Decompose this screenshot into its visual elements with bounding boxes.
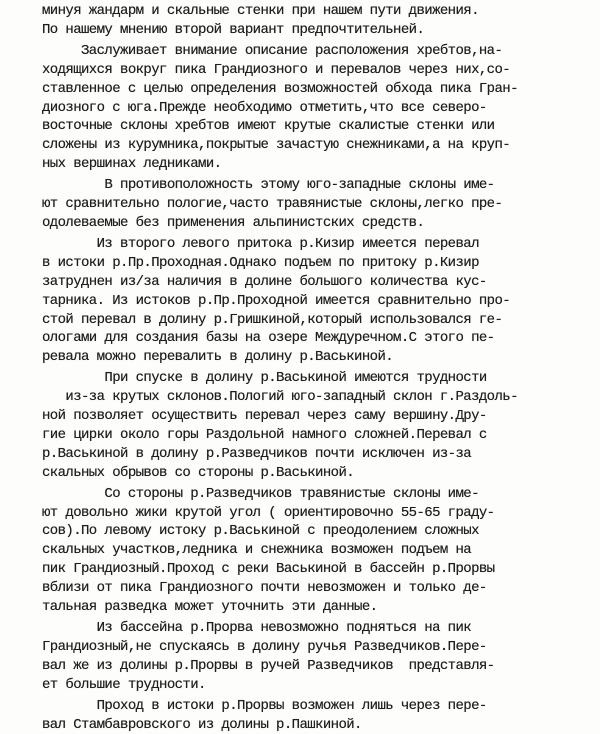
text-line: в истоки р.Пр.Проходная.Однако подъем по притоку р.Кизир bbox=[42, 254, 479, 271]
paragraph bbox=[42, 697, 576, 734]
text-line: В противоположность этому юго-западные склоны име- bbox=[42, 177, 495, 194]
text-line: Из бассейна р.Прорва невозможно подняться на пик bbox=[42, 620, 472, 636]
text-line: гие цирки около горы Раздольной намного сложней.Перевал с bbox=[42, 426, 487, 443]
text-line: вблизи от пика Грандиозного почти невозможен и только де- bbox=[42, 580, 487, 597]
text-line: тарника. Из истоков р.Пр.Проходной имеется сравнительно про- bbox=[42, 292, 511, 309]
text-line: минуя жандарм и скальные стенки при нашем пути движения. bbox=[42, 3, 479, 19]
paragraph bbox=[42, 42, 576, 174]
text-line: Проход в истоки р.Прорвы возможен лишь через пере- bbox=[42, 697, 487, 714]
text-line: р.Васькиной в долину р.Разведчиков почти исключен из-за bbox=[42, 445, 472, 462]
text-line: сложены из курумника,покрытые зачастую снежниками,а на круп- bbox=[42, 137, 511, 154]
text-line: Заслуживает внимание описание расположения хребтов,на- bbox=[42, 42, 503, 59]
text-line: ревала можно перевалить в долину р.Васькиной. bbox=[42, 349, 394, 366]
text-line: тальная разведка может уточнить эти данные. bbox=[42, 599, 378, 616]
text-line: из-за крутых склонов.Пологий юго-западный склон г.Раздоль- bbox=[42, 389, 518, 406]
text-line: ологами для создания базы на озере Междуречном.С этого пе- bbox=[42, 330, 495, 347]
paragraph bbox=[42, 176, 576, 233]
text-line: скальных обрывов со стороны р.Васькиной. bbox=[42, 464, 355, 481]
text-line: Со стороны р.Разведчиков травянистые склоны име- bbox=[42, 485, 479, 502]
text-line: диозного с юга.Прежде необходимо отметить,что все северо- bbox=[42, 99, 487, 116]
text-line: Грандиозный,не спускаясь в долину ручья Разведчиков.Пере- bbox=[42, 638, 487, 655]
text-line: стой перевал в долину р.Гришкиной,который использовался ге- bbox=[42, 311, 503, 328]
text-line: ставленное с целью определения возможностей обхода пика Гран- bbox=[42, 80, 518, 97]
text-line: По нашему мнению второй вариант предпочтительней. bbox=[42, 21, 425, 38]
text-line: сов).По левому истоку р.Васькиной с преодолением сложных bbox=[42, 523, 479, 540]
text-line: восточные склоны хребтов имеют крутые скалистые стенки или bbox=[42, 118, 495, 135]
text-line: одолеваемые без применения альпинистских средств. bbox=[42, 214, 425, 231]
paragraph bbox=[42, 485, 576, 617]
text-line: При спуске в долину р.Васькиной имеются трудности bbox=[42, 370, 487, 387]
text-line: затруднен из/за наличия в долине большого количества кус- bbox=[42, 273, 487, 290]
text-line: ной позволяет осуществить перевал через саму вершину.Дру- bbox=[42, 408, 487, 425]
text-line: ных вершинах ледниками. bbox=[42, 156, 222, 173]
paragraph bbox=[42, 235, 576, 367]
paragraph bbox=[42, 2, 576, 40]
text-line: пик Грандиозный.Проход с реки Васькиной в бассейн р.Прорвы bbox=[42, 561, 495, 578]
text-line: ют довольно жики крутой угол ( ориентировочно 55-65 граду- bbox=[42, 504, 495, 521]
text-line: скальных участков,ледника и снежника возможен подъем на bbox=[42, 542, 472, 559]
text-line: вал Стамбавровского из долины р.Пашкиной. bbox=[42, 716, 362, 733]
text-line: ет большие трудности. bbox=[42, 676, 206, 693]
text-line: ют сравнительно пологие,часто травянистые склоны,легко пре- bbox=[42, 196, 503, 213]
text-line: ходящихся вокруг пика Грандиозного и перевалов через них,со- bbox=[42, 61, 511, 78]
text-line: вал же из долины р.Прорвы в ручей Разведчиков представля- bbox=[42, 657, 495, 674]
text-line: Из второго левого притока р.Кизир имеется перевал bbox=[42, 235, 479, 252]
paragraph bbox=[42, 619, 576, 695]
paragraph bbox=[42, 369, 576, 482]
